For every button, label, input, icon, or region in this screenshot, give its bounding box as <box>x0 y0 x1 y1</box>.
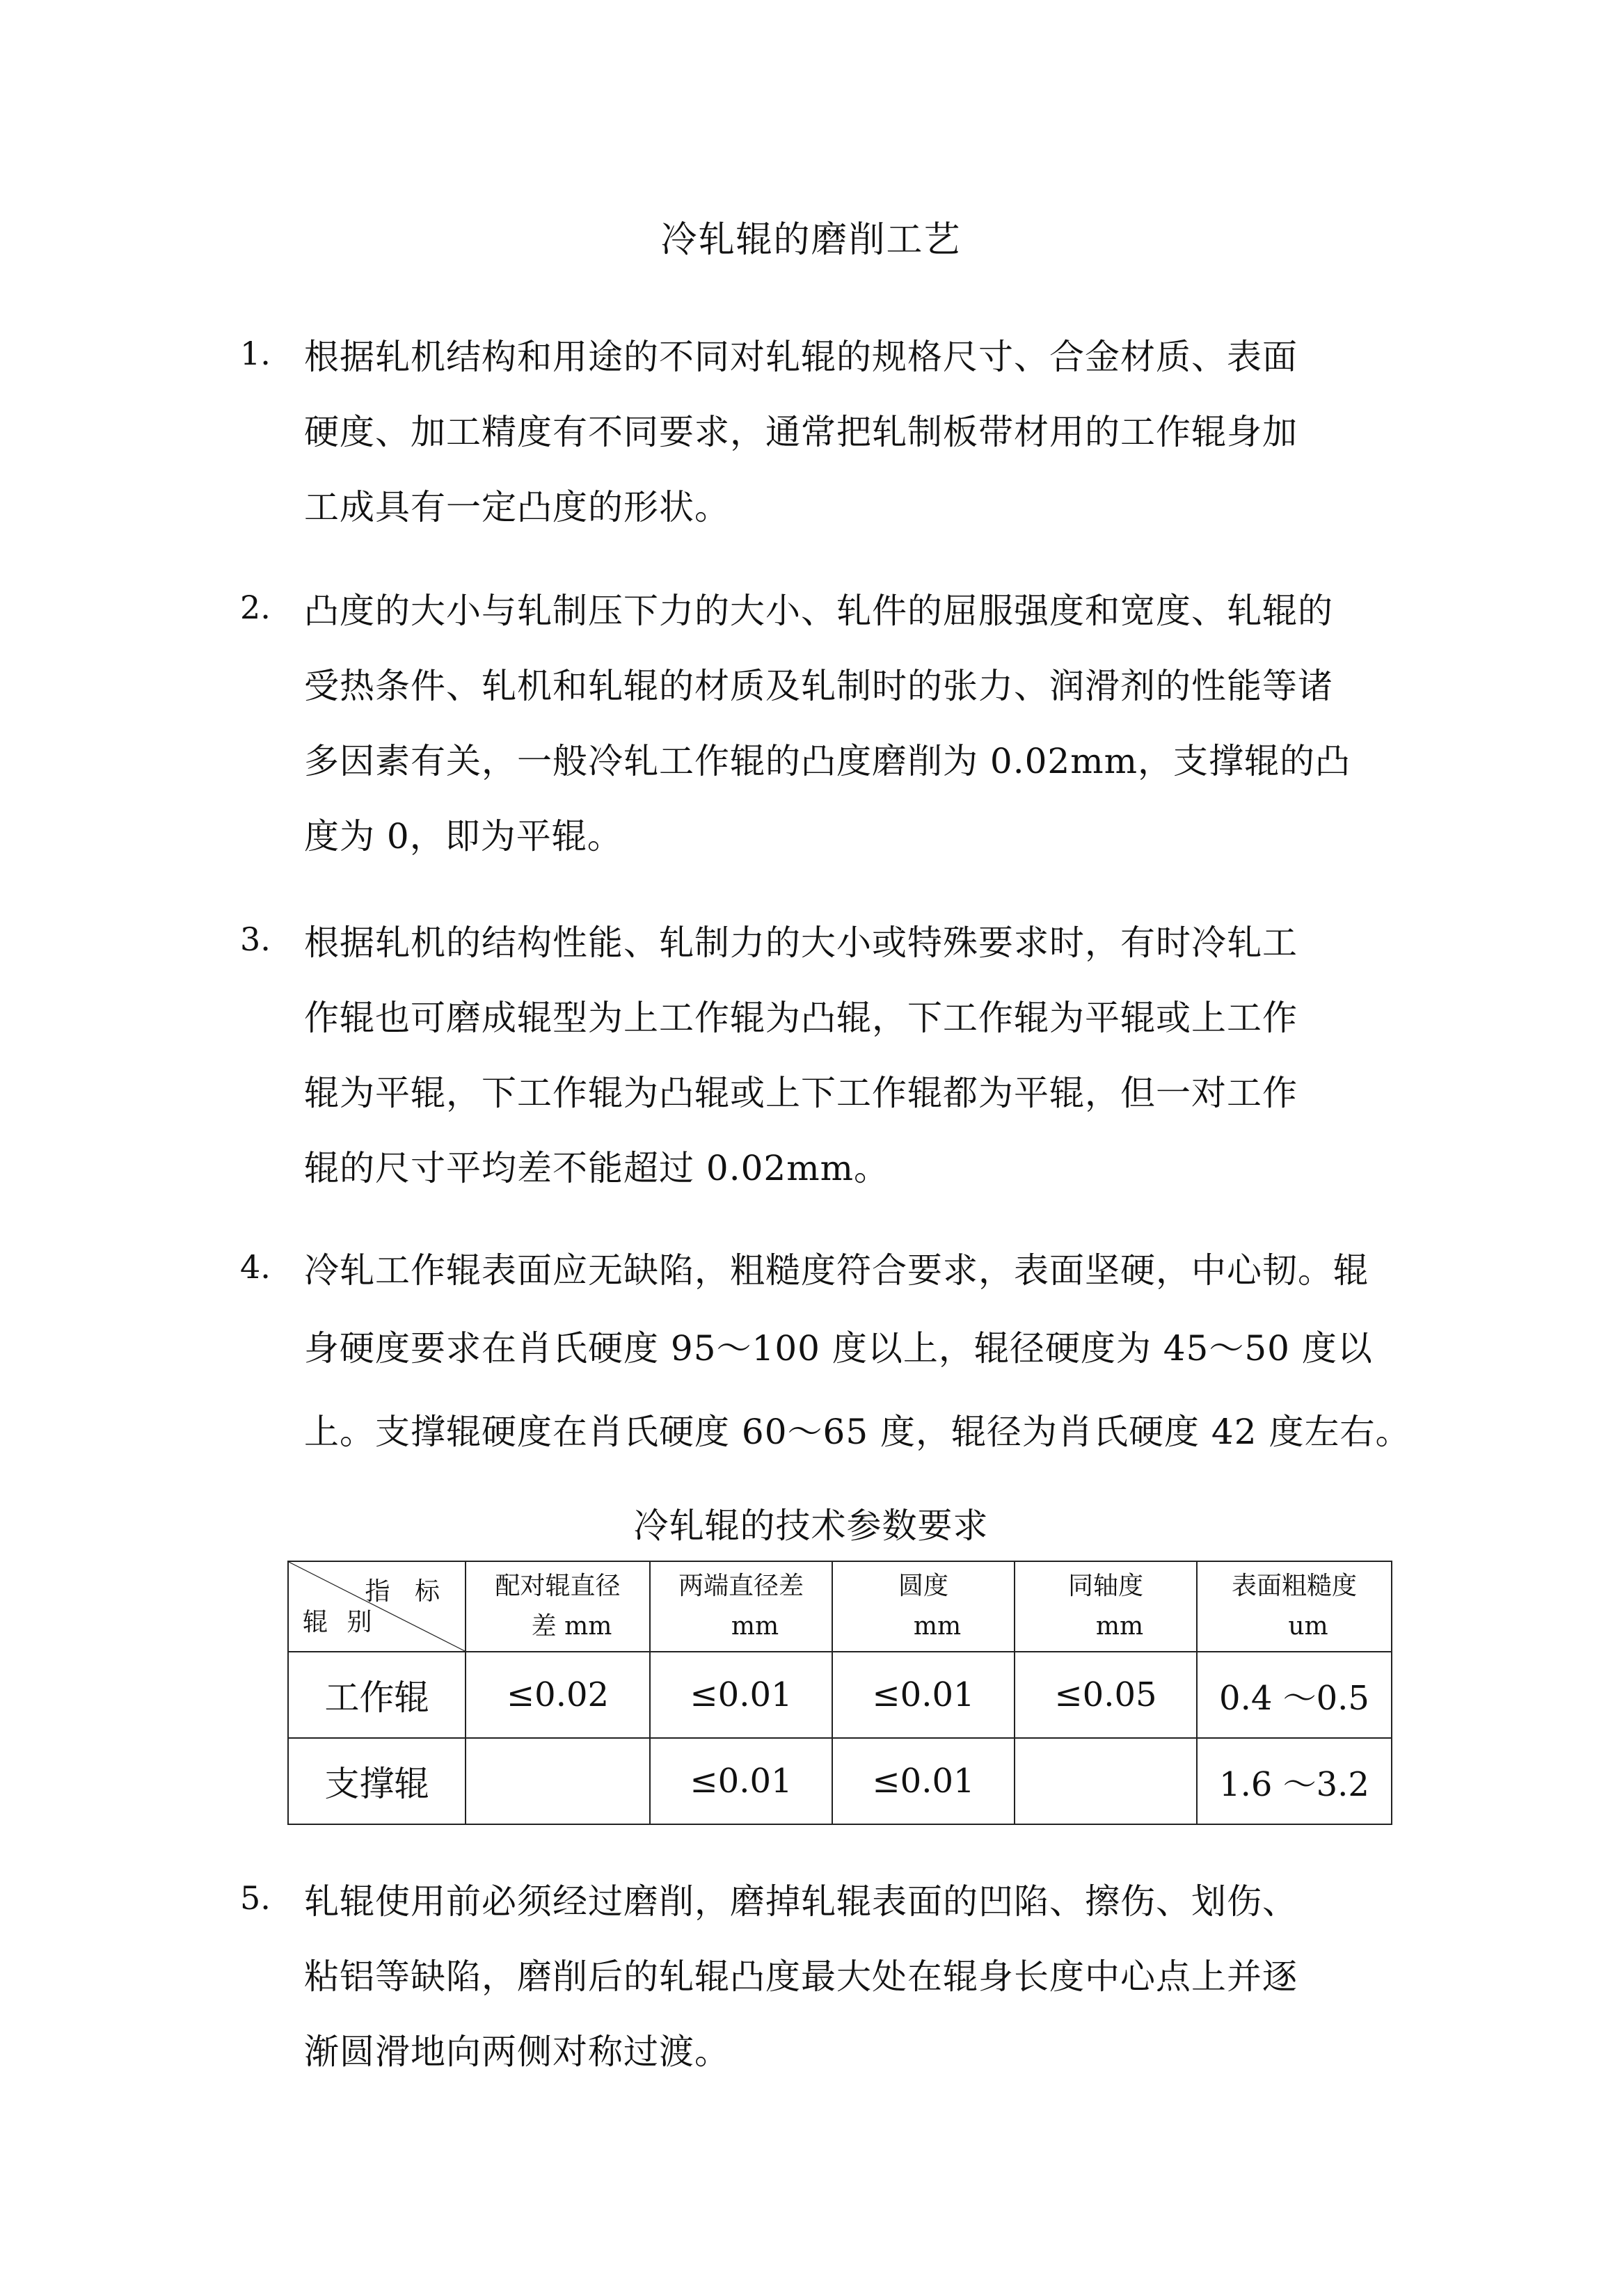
column-header-line2: mm <box>913 1612 962 1641</box>
corner-header-cell <box>288 1561 466 1652</box>
row-label: 支撑辊 <box>288 1738 466 1824</box>
table-row <box>288 1652 1392 1738</box>
column-header-line1: 同轴度 <box>1067 1572 1143 1601</box>
table-cell: 0.4 ～0.5 <box>1197 1652 1392 1738</box>
item-line: 受热条件、轧机和轧辊的材质及轧制时的张力、润滑剂的性能等诸 <box>304 666 1333 706</box>
column-header-line2: mm <box>731 1612 779 1641</box>
column-header-line1: 表面粗糙度 <box>1231 1572 1357 1601</box>
table-cell: ≤0.01 <box>832 1652 1015 1738</box>
column-header <box>466 1561 650 1652</box>
item-line: 硬度、加工精度有不同要求，通常把轧制板带材用的工作辊身加 <box>304 412 1298 452</box>
row-label: 工作辊 <box>288 1652 466 1738</box>
table-row <box>288 1738 1392 1824</box>
column-header-line1: 圆度 <box>898 1572 948 1601</box>
item-line: 工成具有一定凸度的形状。 <box>304 487 730 527</box>
item-line: 作辊也可磨成辊型为上工作辊为凸辊，下工作辊为平辊或上工作 <box>304 998 1298 1038</box>
column-header <box>650 1561 832 1652</box>
column-header-line1: 配对辊直径 <box>495 1572 621 1601</box>
item-line: 根据轧机的结构性能、轧制力的大小或特殊要求时，有时冷轧工 <box>304 923 1298 963</box>
column-header <box>1197 1561 1392 1652</box>
item-line: 凸度的大小与轧制压下力的大小、轧件的屈服强度和宽度、轧辊的 <box>304 591 1333 631</box>
page-title: 冷轧辊的磨削工艺 <box>660 219 962 261</box>
item-line: 粘铝等缺陷，磨削后的轧辊凸度最大处在辊身长度中心点上并逐 <box>304 1956 1298 1997</box>
table-cell: ≤0.01 <box>650 1738 832 1824</box>
table-cell: ≤0.01 <box>832 1738 1015 1824</box>
item-line: 根据轧机结构和用途的不同对轧辊的规格尺寸、合金材质、表面 <box>304 337 1298 377</box>
corner-index-label: 指 标 <box>365 1577 448 1606</box>
item-number: 5. <box>240 1879 271 1917</box>
table-cell: ≤0.01 <box>650 1652 832 1738</box>
table-cell: ≤0.02 <box>466 1652 650 1738</box>
table-caption: 冷轧辊的技术参数要求 <box>633 1506 989 1546</box>
item-line: 辊为平辊，下工作辊为凸辊或上下工作辊都为平辊，但一对工作 <box>304 1073 1298 1113</box>
tech-params-table <box>287 1561 1392 1825</box>
table-cell: 1.6 ～3.2 <box>1197 1738 1392 1824</box>
corner-category-label: 辊 别 <box>303 1608 378 1637</box>
table-cell <box>1015 1738 1197 1824</box>
item-line: 辊的尺寸平均差不能超过 0.02mm。 <box>304 1148 890 1188</box>
column-header <box>832 1561 1015 1652</box>
item-number: 2. <box>240 589 271 626</box>
item-line: 度为 0，即为平辊。 <box>304 816 623 856</box>
table-cell: ≤0.05 <box>1015 1652 1197 1738</box>
item-line: 渐圆滑地向两侧对称过渡。 <box>304 2032 730 2072</box>
item-line: 轧辊使用前必须经过磨削，磨掉轧辊表面的凹陷、擦伤、划伤、 <box>304 1881 1298 1922</box>
item-number: 3. <box>240 920 271 958</box>
column-header-line1: 两端直径差 <box>678 1572 804 1601</box>
item-number: 4. <box>240 1248 271 1286</box>
table-cell <box>466 1738 650 1824</box>
item-line: 冷轧工作辊表面应无缺陷，粗糙度符合要求，表面坚硬，中心韧。辊 <box>304 1250 1369 1291</box>
column-header-line2: 差 mm <box>531 1612 612 1641</box>
column-header <box>1015 1561 1197 1652</box>
column-header-line2: um <box>1288 1612 1328 1641</box>
item-line: 身硬度要求在肖氏硬度 95～100 度以上，辊径硬度为 45～50 度以 <box>304 1328 1373 1369</box>
item-line: 上。支撑辊硬度在肖氏硬度 60～65 度，辊径为肖氏硬度 42 度左右。 <box>304 1412 1411 1452</box>
item-number: 1. <box>240 335 271 372</box>
item-line: 多因素有关，一般冷轧工作辊的凸度磨削为 0.02mm，支撑辊的凸 <box>304 741 1351 781</box>
table-header-row <box>288 1561 1392 1652</box>
column-header-line2: mm <box>1095 1612 1144 1641</box>
